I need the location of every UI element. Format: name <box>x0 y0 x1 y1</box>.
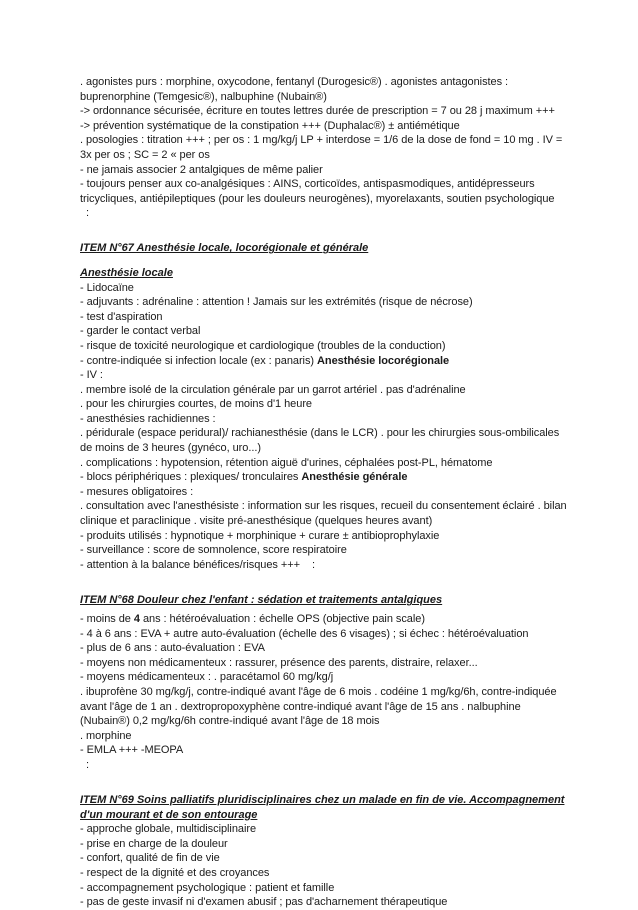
text-line: - mesures obligatoires : <box>80 485 194 498</box>
intro-section <box>80 75 570 220</box>
text-line <box>80 558 570 573</box>
text-line <box>80 612 570 627</box>
text-line: . péridurale (espace peridural)/ rachianesthésie (dans le LCR) . pour les chirurgies sous-ombilicales <box>80 427 560 440</box>
stray-mark: : <box>312 558 316 571</box>
text-line: . complications : hypotension, rétention aiguë d'urines, céphalées post-PL, hématome <box>80 456 493 469</box>
text-line: - surveillance : score de somnolence, score respiratoire <box>80 544 347 557</box>
item-69-section <box>80 793 570 910</box>
inline-heading: Anesthésie générale <box>301 471 408 484</box>
text-line: clinique et paraclinique . visite pré-anesthésique (quelques heures avant) <box>80 515 433 528</box>
text-line: - approche globale, multidisciplinaire <box>80 823 257 836</box>
text-line: - respect de la dignité et des croyances <box>80 866 270 879</box>
stray-mark: : <box>86 207 90 220</box>
text-line: - moyens non médicamenteux : rassurer, présence des parents, distraire, relaxer... <box>80 656 478 669</box>
text-fragment: - contre-indiquée si infection locale (ex : panaris) <box>80 354 318 367</box>
item-67-section <box>80 241 570 572</box>
text-line: tricycliques, antiépileptiques (pour les douleurs neurogènes), myorelaxants, soutien psychologique <box>80 192 555 205</box>
text-line: de moins de 3 heures (gynéco, uro...) <box>80 442 261 455</box>
text-line: - risque de toxicité neurologique et cardiologique (troubles de la conduction) <box>80 339 446 352</box>
text-line: . membre isolé de la circulation générale par un garrot artériel . pas d'adrénaline <box>80 383 466 396</box>
text-line: - prise en charge de la douleur <box>80 837 228 850</box>
text-line: -> ordonnance sécurisée, écriture en toutes lettres durée de prescription = 7 ou 28 j maximum +++ <box>80 105 555 118</box>
item-68-section <box>80 593 570 772</box>
text-line: - test d'aspiration <box>80 310 163 323</box>
text-line: - produits utilisés : hypnotique + morphinique + curare ± antibioprophylaxie <box>80 529 440 542</box>
text-line: . ibuprofène 30 mg/kg/j, contre-indiqué avant l'âge de 6 mois . codéine 1 mg/kg/6h, contre-indiquée <box>80 685 557 698</box>
document-page <box>80 75 570 910</box>
text-line: - 4 à 6 ans : EVA + autre auto-évaluation (échelle des 6 visages) ; si échec : hétéroévaluation <box>80 627 529 640</box>
stray-mark: : <box>86 758 90 771</box>
text-line: - ne jamais associer 2 antalgiques de même palier <box>80 163 323 176</box>
text-line: -> prévention systématique de la constipation +++ (Duphalac®) ± antiémétique <box>80 119 460 132</box>
bold-number: 4 <box>133 613 140 625</box>
text-line: - confort, qualité de fin de vie <box>80 852 220 865</box>
text-fragment: - blocs périphériques : plexiques/ tronculaires <box>80 471 302 484</box>
text-line: . consultation avec l'anesthésiste : information sur les risques, recueil du consentement éclairé . bilan <box>80 500 567 513</box>
text-line: - EMLA +++ -MEOPA <box>80 744 184 757</box>
text-line: - adjuvants : adrénaline : attention ! Jamais sur les extrémités (risque de nécrose) <box>80 296 473 309</box>
text-fragment: - attention à la balance bénéfices/risques +++ <box>80 558 300 571</box>
item-69-title-continued: d'un mourant et de son entourage <box>80 808 258 821</box>
inline-heading: Anesthésie locorégionale <box>317 354 450 367</box>
text-line: - garder le contact verbal <box>80 325 201 338</box>
item-69-title: ITEM N°69 Soins palliatifs pluridisciplinaires chez un malade en fin de vie. Accompagnement <box>80 793 565 806</box>
text-line: - anesthésies rachidiennes : <box>80 412 216 425</box>
text-line: . agonistes purs : morphine, oxycodone, fentanyl (Durogesic®) . agonistes antagonistes : <box>80 76 509 88</box>
text-line: - moyens médicamenteux : . paracétamol 60 mg/kg/j <box>80 671 334 684</box>
text-line: . posologies : titration +++ ; per os : 1 mg/kg/j LP + interdose = 1/6 de la dose de fond = 10 mg . IV = <box>80 134 563 147</box>
text-fragment: ans : hétéroévaluation : échelle OPS (objective pain scale) <box>139 613 425 625</box>
text-line: - plus de 6 ans : auto-évaluation : EVA <box>80 642 265 655</box>
text-line: avant l'âge de 1 an . dextropropoxyphène contre-indiqué avant l'âge de 15 ans . nalbuphine <box>80 700 521 713</box>
subsection-title: Anesthésie locale <box>80 266 173 279</box>
item-67-title: ITEM N°67 Anesthésie locale, locorégionale et générale <box>80 242 369 255</box>
text-line: - Lidocaïne <box>80 281 134 294</box>
text-line: - toujours penser aux co-analgésiques : AINS, corticoïdes, antispasmodiques, antidépresseurs <box>80 178 535 191</box>
text-line: - pas de geste invasif ni d'examen abusif ; pas d'acharnement thérapeutique <box>80 896 448 909</box>
text-fragment: - moins de <box>80 613 134 625</box>
text-line: - accompagnement psychologique : patient et famille <box>80 881 335 894</box>
text-line: . morphine <box>80 729 132 742</box>
text-line: - IV : <box>80 369 103 382</box>
text-line: 3x per os ; SC = 2 « per os <box>80 148 210 161</box>
text-line <box>80 354 570 369</box>
item-68-title: ITEM N°68 Douleur chez l'enfant : sédation et traitements antalgiques <box>80 594 443 607</box>
text-line: . pour les chirurgies courtes, de moins d'1 heure <box>80 398 312 411</box>
text-line <box>80 470 570 485</box>
text-line: (Nubain®) 0,2 mg/kg/6h contre-indiqué avant l'âge de 18 mois <box>80 715 380 728</box>
text-line: buprenorphine (Temgesic®), nalbuphine (Nubain®) <box>80 90 327 103</box>
